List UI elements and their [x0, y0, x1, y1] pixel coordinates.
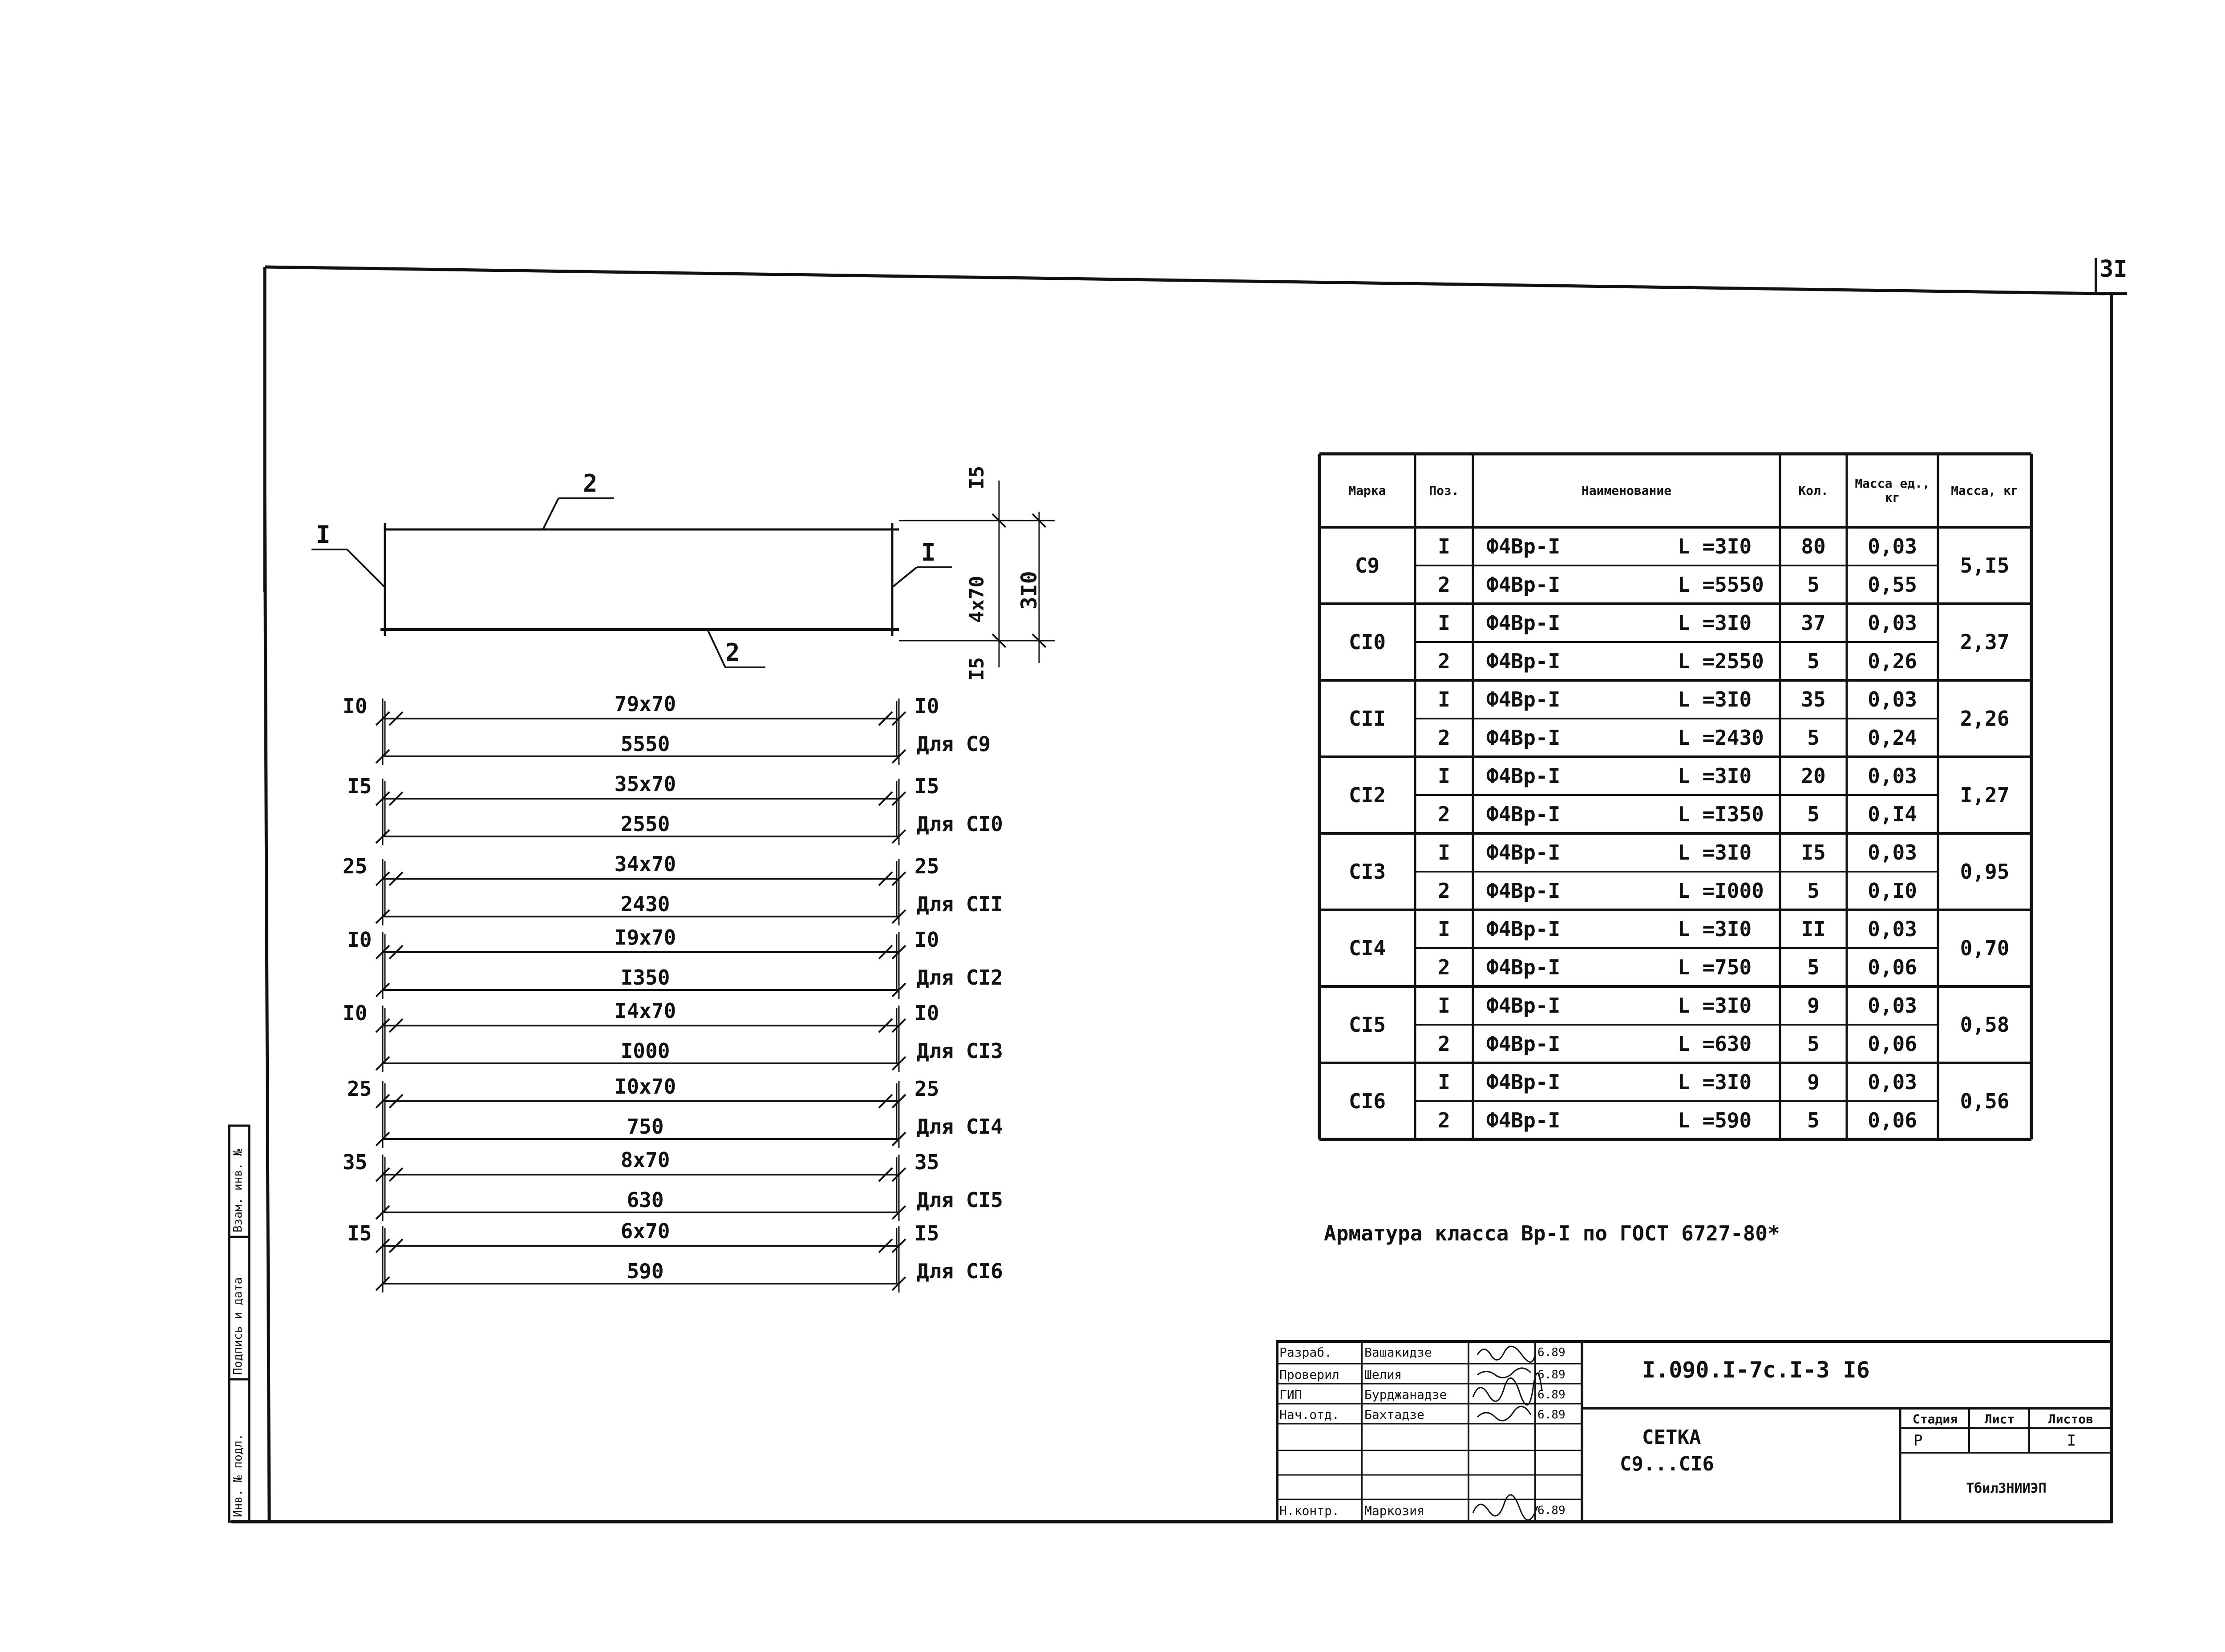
mark-cell: СII: [1348, 707, 1386, 731]
mark-cell: СI6: [1348, 1089, 1386, 1113]
mark-cell: СI2: [1348, 783, 1386, 807]
length-cell: L =2550: [1678, 649, 1764, 673]
name-cell: Ф4Вр-I: [1486, 573, 1561, 597]
row-length-label: 5550: [620, 732, 670, 756]
unit-mass-cell: 0,03: [1868, 840, 1917, 864]
side-stamp-inv: Взам. инв. №: [231, 1149, 245, 1232]
name-cell: Ф4Вр-I: [1486, 802, 1561, 826]
signer-date: 6.89: [1537, 1408, 1566, 1422]
row-end-offset-left: I0: [343, 1001, 368, 1025]
row-spacing-label: I0x70: [614, 1074, 676, 1099]
signer-name: Вашакидзе: [1364, 1345, 1432, 1360]
length-cell: L =I350: [1678, 802, 1764, 826]
quantity-cell: 35: [1801, 687, 1826, 711]
row-end-offset-left: I5: [347, 1221, 372, 1245]
name-cell: Ф4Вр-I: [1486, 955, 1561, 979]
mark-cell: СI5: [1348, 1013, 1386, 1037]
quantity-cell: 5: [1807, 649, 1820, 673]
position-cell: I: [1438, 611, 1450, 635]
row-length-label: 630: [627, 1188, 664, 1212]
position-cell: 2: [1438, 955, 1450, 979]
mark-cell: С9: [1355, 553, 1380, 578]
signature-5: [1473, 1495, 1537, 1520]
row-mesh-note: Для С9: [917, 732, 991, 756]
stage-value: Р: [1914, 1432, 1923, 1450]
signer-date: 6.89: [1537, 1388, 1566, 1402]
signer-date: 6.89: [1537, 1504, 1566, 1517]
unit-mass-cell: 0,24: [1868, 726, 1917, 750]
title-line-2: С9...СI6: [1620, 1453, 1714, 1475]
unit-mass-cell: 0,06: [1868, 955, 1917, 979]
name-cell: Ф4Вр-I: [1486, 764, 1561, 788]
unit-mass-cell: 0,06: [1868, 1032, 1917, 1056]
row-end-offset-left: 35: [343, 1150, 368, 1174]
row-mesh-note: Для СI4: [917, 1115, 1003, 1139]
total-mass-cell: 0,58: [1960, 1013, 2010, 1037]
length-cell: L =750: [1678, 955, 1752, 979]
position-cell: 2: [1438, 1032, 1450, 1056]
row-end-offset-right: I0: [914, 694, 939, 718]
position-cell: 2: [1438, 573, 1450, 597]
total-mass-cell: I,27: [1960, 783, 2010, 807]
signatures: [1473, 1346, 1542, 1520]
total-mass-cell: 0,95: [1960, 860, 2010, 884]
row-length-label: 2430: [620, 892, 670, 916]
row-end-offset-right: 35: [914, 1150, 939, 1174]
row-spacing-label: 34x70: [614, 852, 676, 876]
quantity-cell: I5: [1801, 840, 1826, 864]
row-spacing-label: 79x70: [614, 692, 676, 716]
total-mass-cell: 0,70: [1960, 936, 2010, 960]
mark-cell: СI0: [1348, 630, 1386, 654]
designation: I.090.I-7с.I-3 I6: [1642, 1357, 1870, 1383]
title-line-1: СЕТКА: [1642, 1426, 1701, 1449]
signer-name: Маркозия: [1364, 1503, 1424, 1518]
length-cell: L =3I0: [1678, 534, 1752, 558]
total-mass-cell: 2,37: [1960, 630, 2010, 654]
unit-mass-cell: 0,03: [1868, 917, 1917, 941]
table-header-cell: Поз.: [1429, 483, 1459, 498]
row-mesh-note: Для СII: [917, 892, 1003, 916]
quantity-cell: 5: [1807, 726, 1820, 750]
row-end-offset-right: I5: [914, 1221, 939, 1245]
unit-mass-cell: 0,I4: [1868, 802, 1917, 826]
stage-label: Стадия: [1912, 1411, 1958, 1426]
name-cell: Ф4Вр-I: [1486, 649, 1561, 673]
mark-cell: СI3: [1348, 860, 1386, 884]
signer-date: 6.89: [1537, 1345, 1566, 1359]
sheet-label: Лист: [1984, 1411, 2015, 1426]
dim-top-offset: I5: [966, 466, 988, 489]
length-cell: L =3I0: [1678, 764, 1752, 788]
position-cell: 2: [1438, 1108, 1450, 1132]
row-end-offset-left: 25: [347, 1077, 372, 1101]
row-end-offset-left: 25: [343, 854, 368, 878]
sheets-label: Листов: [2048, 1411, 2094, 1426]
position-cell: I: [1438, 994, 1450, 1018]
unit-mass-cell: 0,03: [1868, 764, 1917, 788]
quantity-cell: 5: [1807, 573, 1820, 597]
quantity-cell: II: [1801, 917, 1826, 941]
row-mesh-note: Для СI6: [917, 1259, 1003, 1283]
position-cell: I: [1438, 687, 1450, 711]
dim-spacing: 4x70: [966, 576, 988, 623]
unit-mass-cell: 0,03: [1868, 687, 1917, 711]
total-mass-cell: 0,56: [1960, 1089, 2010, 1113]
signer-name: Шелия: [1364, 1367, 1402, 1382]
unit-mass-cell: 0,26: [1868, 649, 1917, 673]
length-cell: L =3I0: [1678, 994, 1752, 1018]
row-end-offset-right: I5: [914, 774, 939, 798]
side-stamp-signature: Подпись и дата: [231, 1277, 245, 1375]
row-end-offset-left: I5: [347, 774, 372, 798]
quantity-cell: 9: [1807, 1070, 1820, 1094]
frame-top-line: [265, 267, 2105, 294]
row-length-label: 750: [627, 1115, 664, 1139]
sheets-count: I: [2067, 1432, 2076, 1450]
signature-3: [1473, 1373, 1542, 1405]
table-header-cell: Наименование: [1581, 483, 1672, 498]
row-spacing-label: 8x70: [620, 1148, 670, 1172]
length-cell: L =3I0: [1678, 917, 1752, 941]
dim-total-height: 3I0: [1017, 571, 1042, 610]
row-end-offset-right: 25: [914, 1077, 939, 1101]
name-cell: Ф4Вр-I: [1486, 611, 1561, 635]
position-cell: 2: [1438, 802, 1450, 826]
table-header-cell: Масса ед., кг: [1855, 476, 1930, 505]
name-cell: Ф4Вр-I: [1486, 1032, 1561, 1056]
total-mass-cell: 2,26: [1960, 707, 2010, 731]
length-cell: L =3I0: [1678, 1070, 1752, 1094]
row-end-offset-left: I0: [347, 928, 372, 952]
row-length-label: 590: [627, 1259, 664, 1283]
position-cell: I: [1438, 534, 1450, 558]
signer-role: Нач.отд.: [1279, 1407, 1339, 1422]
reinforcement-note: Арматура класса Вр-I по ГОСТ 6727-80*: [1324, 1221, 1780, 1245]
quantity-cell: 37: [1801, 611, 1826, 635]
organization: ТбилЗНИИЭП: [1966, 1480, 2047, 1496]
row-spacing-label: I9x70: [614, 925, 676, 949]
position-label-left: I: [316, 521, 331, 549]
quantity-cell: 80: [1801, 534, 1826, 558]
unit-mass-cell: 0,03: [1868, 611, 1917, 635]
row-end-offset-right: I0: [914, 1001, 939, 1025]
name-cell: Ф4Вр-I: [1486, 1070, 1561, 1094]
signer-name: Бурджанадзе: [1364, 1387, 1447, 1402]
position-cell: 2: [1438, 649, 1450, 673]
signer-role: Проверил: [1279, 1367, 1339, 1382]
total-mass-cell: 5,I5: [1960, 553, 2010, 578]
unit-mass-cell: 0,55: [1868, 573, 1917, 597]
row-spacing-label: 35x70: [614, 772, 676, 796]
table-header-cell: Марка: [1348, 483, 1386, 498]
name-cell: Ф4Вр-I: [1486, 687, 1561, 711]
length-cell: L =630: [1678, 1032, 1752, 1056]
row-length-label: I000: [620, 1039, 670, 1063]
row-end-offset-right: 25: [914, 854, 939, 878]
unit-mass-cell: 0,03: [1868, 994, 1917, 1018]
signer-role: ГИП: [1279, 1387, 1302, 1402]
row-mesh-note: Для СI5: [917, 1188, 1003, 1212]
position-label-top: 2: [583, 469, 598, 497]
position-cell: I: [1438, 1070, 1450, 1094]
row-end-offset-right: I0: [914, 928, 939, 952]
side-stamp-original: Инв. № подл.: [231, 1434, 245, 1517]
quantity-cell: 5: [1807, 879, 1820, 903]
length-cell: L =2430: [1678, 726, 1764, 750]
signature-2: [1477, 1368, 1531, 1377]
name-cell: Ф4Вр-I: [1486, 879, 1561, 903]
length-cell: L =3I0: [1678, 611, 1752, 635]
dim-bottom-offset: I5: [966, 657, 988, 681]
quantity-cell: 5: [1807, 955, 1820, 979]
row-end-offset-left: I0: [343, 694, 368, 718]
signer-role: Разраб.: [1279, 1345, 1332, 1360]
position-label-right: I: [921, 538, 936, 566]
length-cell: L =590: [1678, 1108, 1752, 1132]
signer-role: Н.контр.: [1279, 1503, 1339, 1518]
signature-1: [1477, 1346, 1535, 1362]
name-cell: Ф4Вр-I: [1486, 917, 1561, 941]
position-cell: I: [1438, 917, 1450, 941]
signer-name: Бахтадзе: [1364, 1407, 1424, 1422]
length-cell: L =3I0: [1678, 687, 1752, 711]
unit-mass-cell: 0,I0: [1868, 879, 1917, 903]
table-header-cell: Кол.: [1798, 483, 1829, 498]
quantity-cell: 5: [1807, 1032, 1820, 1056]
row-spacing-label: I4x70: [614, 999, 676, 1023]
name-cell: Ф4Вр-I: [1486, 726, 1561, 750]
position-cell: I: [1438, 764, 1450, 788]
name-cell: Ф4Вр-I: [1486, 534, 1561, 558]
length-cell: L =I000: [1678, 879, 1764, 903]
position-label-bottom: 2: [725, 638, 740, 666]
row-length-label: 2550: [620, 812, 670, 836]
name-cell: Ф4Вр-I: [1486, 1108, 1561, 1132]
signer-date: 6.89: [1537, 1368, 1566, 1381]
length-cell: L =3I0: [1678, 840, 1752, 864]
table-header-cell: Масса, кг: [1951, 483, 2019, 498]
position-cell: 2: [1438, 726, 1450, 750]
length-cell: L =5550: [1678, 573, 1764, 597]
signature-4: [1477, 1406, 1531, 1421]
position-cell: 2: [1438, 879, 1450, 903]
unit-mass-cell: 0,03: [1868, 534, 1917, 558]
row-length-label: I350: [620, 965, 670, 990]
name-cell: Ф4Вр-I: [1486, 994, 1561, 1018]
row-mesh-note: Для СI0: [917, 812, 1003, 836]
row-spacing-label: 6x70: [620, 1219, 670, 1243]
quantity-cell: 20: [1801, 764, 1826, 788]
position-cell: I: [1438, 840, 1450, 864]
unit-mass-cell: 0,06: [1868, 1108, 1917, 1132]
row-mesh-note: Для СI2: [917, 965, 1003, 990]
quantity-cell: 5: [1807, 1108, 1820, 1132]
quantity-cell: 5: [1807, 802, 1820, 826]
name-cell: Ф4Вр-I: [1486, 840, 1561, 864]
quantity-cell: 9: [1807, 994, 1820, 1018]
row-mesh-note: Для СI3: [917, 1039, 1003, 1063]
unit-mass-cell: 0,03: [1868, 1070, 1917, 1094]
page-number: 3I: [2100, 256, 2128, 283]
mark-cell: СI4: [1348, 936, 1386, 960]
